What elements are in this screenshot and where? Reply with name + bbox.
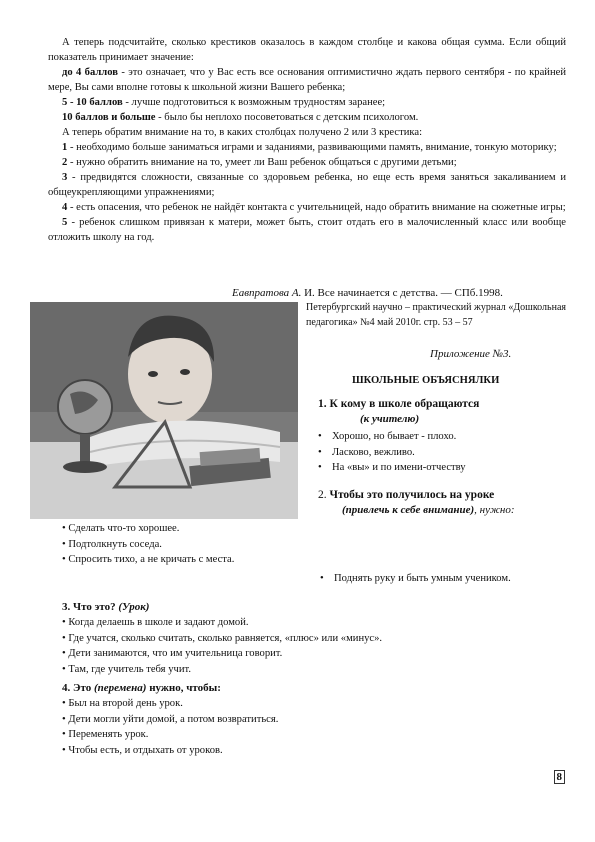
column-number: 4 [62,202,68,213]
list-item: • Где учатся, сколько считать, сколько равняется, «плюс» или «минус». [62,631,562,647]
list-item: • Дети занимаются, что им учительница говорит. [62,646,562,662]
question-4 [62,681,562,758]
list-item: • Хорошо, но бывает - плохо. [318,429,578,445]
citation-line [232,286,572,301]
question-4-title [62,681,562,696]
score-label: до 4 баллов [62,67,118,78]
journal-reference: Петербургский научно – практический журнал «Дошкольная педагогика» №4 май 2010г. стр. 53 – 57 [306,302,566,328]
score-text: - было бы неплохо посоветоваться с детским психологом. [155,112,419,123]
question-2-right-answer [320,571,580,587]
column-2-note [48,155,566,170]
question-2 [318,488,578,518]
intro-block [48,35,566,245]
column-5-note [48,215,566,245]
question-number: 2. [318,489,327,501]
subtitle-bold: (привлечь к себе внимание) [342,504,475,516]
list-item: • Там, где учитель тебя учит. [62,662,562,678]
section-title: ШКОЛЬНЫЕ ОБЪЯСНЯЛКИ [352,375,500,386]
column-number: 3 [62,172,68,183]
child-at-desk-photo [30,302,298,519]
score-label: 5 - 10 баллов [62,97,123,108]
question-4-answers [62,696,562,758]
column-text: - необходимо больше заниматься играми и заданиями, развивающими память, внимание, тонкую моторику; [67,142,557,153]
list-item: • Подтолкнуть соседа. [62,537,302,553]
score-text: - это означает, что у Вас есть все основания оптимистично ждать первого сентября - по крайней мере, Вы сами вполне готовы к школьной жизни Вашего ребенка; [48,67,566,93]
question-3-title-text: 3. Что это? [62,601,116,613]
score-range-1 [48,65,566,95]
column-3-note [48,170,566,200]
appendix-label: Приложение №3. [430,348,512,360]
list-item: • Ласково, вежливо. [318,445,578,461]
q4-part-3: нужно, чтобы: [146,682,221,694]
question-3 [62,600,562,677]
column-1-note [48,140,566,155]
list-item: • Был на второй день урок. [62,696,562,712]
column-number: 2 [62,157,68,168]
question-1-title: 1. К кому в школе обращаются [318,398,480,410]
q4-part-2: (перемена) [93,682,147,694]
column-text: - есть опасения, что ребенок не найдёт контакта с учительницей, надо обратить внимание на сюжетные игры; [67,202,566,213]
column-number: 1 [62,142,68,153]
question-2-title-text: Чтобы это получилось на уроке [329,489,495,501]
intro-paragraph: А теперь подсчитайте, сколько крестиков оказалось в каждом столбце и какова общая сумма. Если общий показатель принимает значение: [48,37,566,63]
columns-intro: А теперь обратим внимание на то, в каких столбцах получено 2 или 3 крестика: [62,127,423,138]
column-text: - нужно обратить внимание на то, умеет ли Ваш ребенок общаться с другими детьми; [67,157,457,168]
question-1-subtitle: (к учителю) [360,413,420,425]
list-item: • Спросить тихо, а не кричать с места. [62,552,302,568]
list-item: • Переменять урок. [62,727,562,743]
score-label: 10 баллов и больше [62,112,156,123]
question-2-left-answers [62,521,302,568]
column-text: - ребенок слишком привязан к матери, может быть, стоит отдать его в малочисленный класс или вообще отложить школу на год. [48,217,566,243]
question-2-subtitle [318,503,578,518]
list-item: • Чтобы есть, и отдыхать от уроков. [62,743,562,759]
question-1 [318,397,578,476]
column-text: - предвидятся сложности, связанные со здоровьем ребенка, но еще есть время заняться закаливанием и общеукрепляющими упражнениями; [48,172,566,198]
question-1-answers [318,429,578,476]
subtitle-rest: , нужно: [474,504,515,516]
citation-author: Еавпратова А. [232,287,302,299]
list-item: • Дети могли уйти домой, а потом возвратиться. [62,712,562,728]
question-3-title-italic: (Урок) [118,601,150,613]
question-3-answers [62,615,562,677]
q4-part-1: 4. Это [62,682,94,694]
column-number: 5 [62,217,68,228]
question-2-title [318,488,578,503]
question-3-title [62,600,562,615]
list-item: • Когда делаешь в школе и задают домой. [62,615,562,631]
score-range-3 [48,110,566,125]
page-number: 8 [554,770,566,784]
list-item: • На «вы» и по имени-отчеству [318,460,578,476]
citation-title: И. Все начинается с детства. — СПб.1998. [301,287,503,299]
list-item: • Сделать что-то хорошее. [62,521,302,537]
score-range-2 [48,95,566,110]
score-text: - лучше подготовиться к возможным трудностям заранее; [122,97,386,108]
photo-illustration [30,302,298,519]
list-item: • Поднять руку и быть умным учеником. [320,571,580,587]
column-4-note [48,200,566,215]
